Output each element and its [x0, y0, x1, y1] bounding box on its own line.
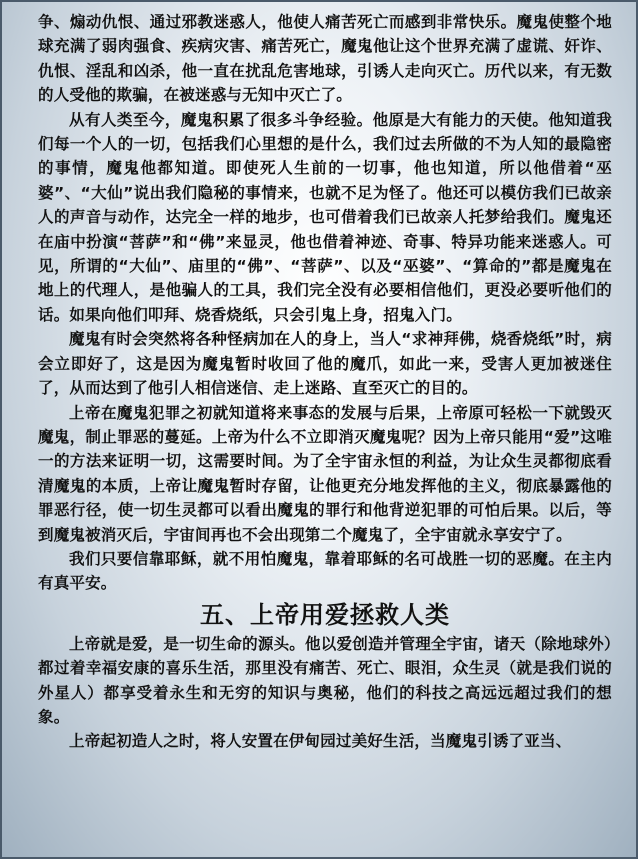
paragraph-5: 我们只要信靠耶稣，就不用怕魔鬼，靠着耶稣的名可战胜一切的恶魔。在主内有真平安。 [38, 549, 612, 593]
section-heading: 五、上帝用爱拯救人类 [200, 599, 450, 629]
paragraph-1: 争、煽动仇恨、通过邪教迷惑人，他使人痛苦死亡而感到非常快乐。魔鬼使整个地球充满了弱肉强食、疾病灾害、痛苦死亡，魔鬼他让这个世界充满了虚谎、奸诈、仇恨、淫乱和凶杀，他一直在扰乱危害地球，引诱人走向灭亡。历代以来，有无数的人受他的欺骗，在被迷惑与无知中灭亡了。 [38, 13, 612, 105]
paragraph-3: 魔鬼有时会突然将各种怪病加在人的身上，当人“求神拜佛，烧香烧纸”时，病会立即好了，这是因为魔鬼暂时收回了他的魔爪，如此一来，受害人更加被迷住了，从而达到了他引人相信迷信、走上迷路、直至灭亡的目的。 [38, 330, 612, 398]
document-body [38, 10, 612, 754]
paragraph-2: 从有人类至今，魔鬼积累了很多斗争经验。他原是大有能力的天使。他知道我们每一个人的一切，包括我们心里想的是什么，我们过去所做的不为人知的最隐密的事情，魔鬼他都知道。即使死人生前的一切事，他也知道，所以他借着“巫婆”、“大仙”说出我们隐秘的事情来，也就不足为怪了。他还可以模仿我们已故亲人的声音与动作，达完全一样的地步，也可借着我们已故亲人托梦给我们。魔鬼还在庙中扮演“菩萨”和“佛”来显灵，他也借着神迹、奇事、特异功能来迷惑人。可见，所谓的“大仙”、庙里的“佛”、“菩萨”、以及“巫婆”、“算命的”都是魔鬼在地上的代理人，是他骗人的工具，我们完全没有必要相信他们，更没必要听他们的话。如果向他们叩拜、烧香烧纸，只会引鬼上身，招鬼入门。 [38, 110, 612, 324]
paragraph-4: 上帝在魔鬼犯罪之初就知道将来事态的发展与后果，上帝原可轻松一下就毁灭魔鬼，制止罪恶的蔓延。上帝为什么不立即消灭魔鬼呢？因为上帝只能用“爱”这唯一的方法来证明一切，这需要时间。为了全宇宙永恒的利益，为让众生灵都彻底看清魔鬼的本质，上帝让魔鬼暂时存留，让他更充分地发挥他的主义，彻底暴露他的罪恶行径，使一切生灵都可以看出魔鬼的罪行和他背逆犯罪的可怕后果。以后，等到魔鬼被消灭后，宇宙间再也不会出现第二个魔鬼了，全宇宙就永享安宁了。 [38, 403, 612, 544]
paragraph-6: 上帝就是爱，是一切生命的源头。他以爱创造并管理全宇宙，诸天（除地球外）都过着幸福安康的喜乐生活，那里没有痛苦、死亡、眼泪，众生灵（就是我们说的外星人）都享受着永生和无穷的知识与奥秘，他们的科技之高远远超过我们的想象。 [38, 634, 612, 726]
paragraph-7: 上帝起初造人之时，将人安置在伊甸园过美好生活，当魔鬼引诱了亚当、 [69, 732, 572, 751]
